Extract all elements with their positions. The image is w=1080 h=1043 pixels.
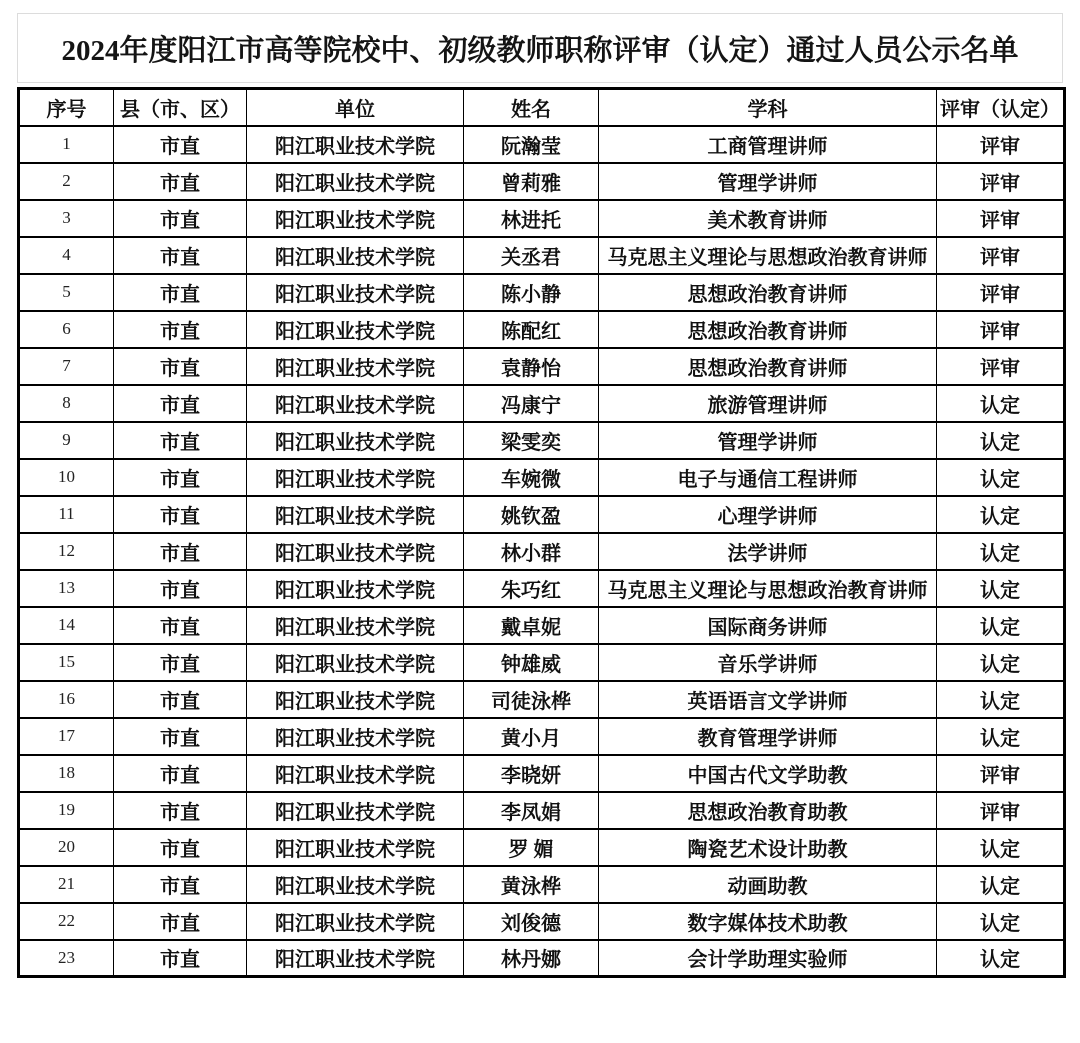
- cell-serial: 13: [19, 570, 114, 607]
- cell-district: 市直: [114, 200, 247, 237]
- cell-name: 戴卓妮: [464, 607, 599, 644]
- cell-unit: 阳江职业技术学院: [247, 422, 464, 459]
- cell-method: 认定: [937, 607, 1065, 644]
- cell-serial: 1: [19, 126, 114, 163]
- roster-body: [19, 126, 1065, 977]
- cell-name: 车婉微: [464, 459, 599, 496]
- col-header-name: 姓名: [464, 89, 599, 126]
- cell-district: 市直: [114, 237, 247, 274]
- table-row: [19, 422, 1065, 459]
- cell-unit: 阳江职业技术学院: [247, 607, 464, 644]
- cell-unit: 阳江职业技术学院: [247, 570, 464, 607]
- cell-unit: 阳江职业技术学院: [247, 718, 464, 755]
- cell-unit: 阳江职业技术学院: [247, 385, 464, 422]
- cell-method: 认定: [937, 681, 1065, 718]
- table-row: [19, 792, 1065, 829]
- cell-name: 罗 媚: [464, 829, 599, 866]
- cell-subject: 英语语言文学讲师: [599, 681, 937, 718]
- cell-method: 认定: [937, 903, 1065, 940]
- cell-unit: 阳江职业技术学院: [247, 755, 464, 792]
- cell-method: 认定: [937, 533, 1065, 570]
- cell-name: 梁雯奕: [464, 422, 599, 459]
- cell-name: 刘俊德: [464, 903, 599, 940]
- cell-name: 冯康宁: [464, 385, 599, 422]
- cell-subject: 马克思主义理论与思想政治教育讲师: [599, 237, 937, 274]
- cell-serial: 6: [19, 311, 114, 348]
- cell-unit: 阳江职业技术学院: [247, 940, 464, 977]
- cell-serial: 16: [19, 681, 114, 718]
- cell-serial: 20: [19, 829, 114, 866]
- roster-table: [17, 87, 1066, 978]
- table-row: [19, 829, 1065, 866]
- cell-district: 市直: [114, 163, 247, 200]
- cell-district: 市直: [114, 274, 247, 311]
- cell-serial: 8: [19, 385, 114, 422]
- cell-method: 评审: [937, 274, 1065, 311]
- cell-unit: 阳江职业技术学院: [247, 792, 464, 829]
- table-row: [19, 163, 1065, 200]
- cell-district: 市直: [114, 385, 247, 422]
- cell-name: 李凤娟: [464, 792, 599, 829]
- cell-district: 市直: [114, 311, 247, 348]
- cell-serial: 10: [19, 459, 114, 496]
- table-row: [19, 274, 1065, 311]
- table-row: [19, 570, 1065, 607]
- table-row: [19, 459, 1065, 496]
- cell-subject: 思想政治教育讲师: [599, 274, 937, 311]
- cell-unit: 阳江职业技术学院: [247, 903, 464, 940]
- cell-unit: 阳江职业技术学院: [247, 533, 464, 570]
- cell-subject: 思想政治教育助教: [599, 792, 937, 829]
- cell-method: 认定: [937, 385, 1065, 422]
- cell-method: 认定: [937, 940, 1065, 977]
- cell-method: 认定: [937, 829, 1065, 866]
- cell-name: 林丹娜: [464, 940, 599, 977]
- col-header-unit: 单位: [247, 89, 464, 126]
- cell-unit: 阳江职业技术学院: [247, 459, 464, 496]
- cell-name: 朱巧红: [464, 570, 599, 607]
- cell-district: 市直: [114, 866, 247, 903]
- cell-serial: 14: [19, 607, 114, 644]
- table-row: [19, 940, 1065, 977]
- cell-district: 市直: [114, 348, 247, 385]
- cell-subject: 马克思主义理论与思想政治教育讲师: [599, 570, 937, 607]
- cell-district: 市直: [114, 792, 247, 829]
- cell-district: 市直: [114, 607, 247, 644]
- cell-name: 曾莉雅: [464, 163, 599, 200]
- table-row: [19, 755, 1065, 792]
- cell-method: 评审: [937, 200, 1065, 237]
- cell-name: 黄泳桦: [464, 866, 599, 903]
- cell-serial: 18: [19, 755, 114, 792]
- cell-unit: 阳江职业技术学院: [247, 274, 464, 311]
- col-header-district: 县（市、区）: [114, 89, 247, 126]
- cell-serial: 19: [19, 792, 114, 829]
- cell-unit: 阳江职业技术学院: [247, 644, 464, 681]
- cell-unit: 阳江职业技术学院: [247, 126, 464, 163]
- cell-unit: 阳江职业技术学院: [247, 681, 464, 718]
- cell-district: 市直: [114, 496, 247, 533]
- cell-method: 认定: [937, 866, 1065, 903]
- cell-serial: 17: [19, 718, 114, 755]
- cell-subject: 思想政治教育讲师: [599, 311, 937, 348]
- cell-name: 阮瀚莹: [464, 126, 599, 163]
- cell-unit: 阳江职业技术学院: [247, 311, 464, 348]
- table-row: [19, 718, 1065, 755]
- cell-unit: 阳江职业技术学院: [247, 866, 464, 903]
- col-header-method: 评审（认定）: [937, 89, 1065, 126]
- cell-serial: 3: [19, 200, 114, 237]
- cell-subject: 数字媒体技术助教: [599, 903, 937, 940]
- cell-subject: 法学讲师: [599, 533, 937, 570]
- cell-subject: 旅游管理讲师: [599, 385, 937, 422]
- cell-district: 市直: [114, 755, 247, 792]
- cell-district: 市直: [114, 422, 247, 459]
- cell-subject: 会计学助理实验师: [599, 940, 937, 977]
- cell-subject: 心理学讲师: [599, 496, 937, 533]
- cell-unit: 阳江职业技术学院: [247, 163, 464, 200]
- cell-name: 陈小静: [464, 274, 599, 311]
- table-row: [19, 533, 1065, 570]
- cell-method: 评审: [937, 348, 1065, 385]
- cell-subject: 管理学讲师: [599, 163, 937, 200]
- cell-name: 李晓妍: [464, 755, 599, 792]
- cell-subject: 美术教育讲师: [599, 200, 937, 237]
- cell-name: 袁静怡: [464, 348, 599, 385]
- cell-method: 评审: [937, 311, 1065, 348]
- cell-name: 林进托: [464, 200, 599, 237]
- cell-serial: 2: [19, 163, 114, 200]
- cell-subject: 国际商务讲师: [599, 607, 937, 644]
- cell-method: 认定: [937, 422, 1065, 459]
- cell-subject: 中国古代文学助教: [599, 755, 937, 792]
- cell-name: 林小群: [464, 533, 599, 570]
- cell-unit: 阳江职业技术学院: [247, 496, 464, 533]
- cell-subject: 陶瓷艺术设计助教: [599, 829, 937, 866]
- cell-serial: 9: [19, 422, 114, 459]
- cell-method: 评审: [937, 237, 1065, 274]
- table-row: [19, 607, 1065, 644]
- table-row: [19, 200, 1065, 237]
- cell-unit: 阳江职业技术学院: [247, 200, 464, 237]
- page-title: 2024年度阳江市高等院校中、初级教师职称评审（认定）通过人员公示名单: [61, 34, 1019, 67]
- table-row: [19, 866, 1065, 903]
- cell-method: 认定: [937, 718, 1065, 755]
- cell-method: 认定: [937, 496, 1065, 533]
- cell-method: 评审: [937, 792, 1065, 829]
- cell-district: 市直: [114, 533, 247, 570]
- cell-name: 陈配红: [464, 311, 599, 348]
- cell-name: 关丞君: [464, 237, 599, 274]
- cell-district: 市直: [114, 940, 247, 977]
- cell-subject: 动画助教: [599, 866, 937, 903]
- cell-district: 市直: [114, 126, 247, 163]
- table-row: [19, 496, 1065, 533]
- document-sheet: [17, 13, 1063, 978]
- table-row: [19, 903, 1065, 940]
- cell-serial: 12: [19, 533, 114, 570]
- cell-serial: 21: [19, 866, 114, 903]
- cell-method: 评审: [937, 163, 1065, 200]
- table-row: [19, 311, 1065, 348]
- table-row: [19, 237, 1065, 274]
- cell-district: 市直: [114, 459, 247, 496]
- cell-district: 市直: [114, 718, 247, 755]
- cell-serial: 23: [19, 940, 114, 977]
- cell-method: 认定: [937, 644, 1065, 681]
- cell-name: 黄小月: [464, 718, 599, 755]
- cell-subject: 思想政治教育讲师: [599, 348, 937, 385]
- cell-district: 市直: [114, 903, 247, 940]
- cell-method: 评审: [937, 755, 1065, 792]
- cell-name: 钟雄威: [464, 644, 599, 681]
- cell-name: 姚钦盈: [464, 496, 599, 533]
- cell-unit: 阳江职业技术学院: [247, 237, 464, 274]
- cell-serial: 4: [19, 237, 114, 274]
- cell-district: 市直: [114, 570, 247, 607]
- cell-serial: 22: [19, 903, 114, 940]
- cell-subject: 工商管理讲师: [599, 126, 937, 163]
- cell-method: 评审: [937, 126, 1065, 163]
- table-row: [19, 644, 1065, 681]
- table-row: [19, 348, 1065, 385]
- table-row: [19, 385, 1065, 422]
- cell-serial: 11: [19, 496, 114, 533]
- col-header-serial: 序号: [19, 89, 114, 126]
- cell-subject: 教育管理学讲师: [599, 718, 937, 755]
- cell-serial: 15: [19, 644, 114, 681]
- table-row: [19, 126, 1065, 163]
- cell-serial: 7: [19, 348, 114, 385]
- cell-unit: 阳江职业技术学院: [247, 829, 464, 866]
- cell-district: 市直: [114, 644, 247, 681]
- cell-serial: 5: [19, 274, 114, 311]
- cell-unit: 阳江职业技术学院: [247, 348, 464, 385]
- cell-subject: 电子与通信工程讲师: [599, 459, 937, 496]
- header-row: [19, 89, 1065, 126]
- cell-method: 认定: [937, 459, 1065, 496]
- table-row: [19, 681, 1065, 718]
- cell-method: 认定: [937, 570, 1065, 607]
- cell-district: 市直: [114, 681, 247, 718]
- cell-district: 市直: [114, 829, 247, 866]
- cell-subject: 管理学讲师: [599, 422, 937, 459]
- cell-name: 司徒泳桦: [464, 681, 599, 718]
- cell-subject: 音乐学讲师: [599, 644, 937, 681]
- col-header-subject: 学科: [599, 89, 937, 126]
- title-block: [17, 13, 1063, 83]
